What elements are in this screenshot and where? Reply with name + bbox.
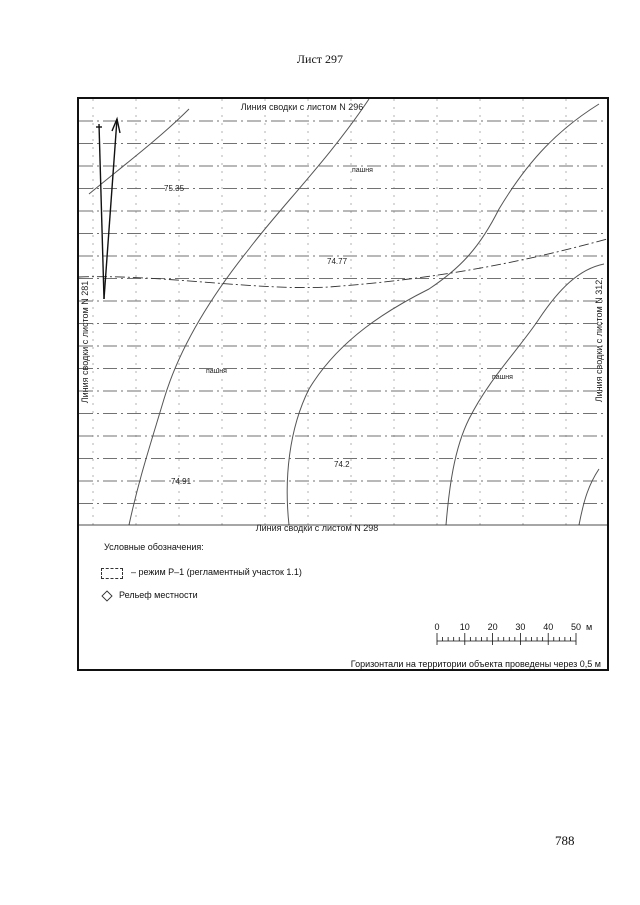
scale-tick-label: 10 (459, 622, 470, 632)
landuse-label: пашня (206, 368, 227, 375)
scale-tick-label: 20 (487, 622, 498, 632)
landuse-label: пашня (352, 167, 373, 174)
legend-contour-icon (101, 590, 113, 602)
elevation-label: 75.35 (164, 184, 185, 193)
map-canvas (79, 99, 607, 669)
left-join-label: Линия сводки с листом N 281 (80, 280, 90, 404)
elevation-label: 74.91 (171, 477, 192, 486)
contour-line (129, 99, 369, 525)
scale-tick-label: 30 (515, 622, 526, 632)
contour-line (89, 109, 189, 194)
landuse-label: пашня (492, 374, 513, 381)
map-frame (77, 97, 609, 671)
scale-tick-label: 40 (543, 622, 554, 632)
contour-line (579, 469, 599, 525)
scale-tick-label: 50 (570, 622, 582, 632)
elevation-label: 74.2 (334, 460, 350, 469)
scale-bar (434, 622, 592, 645)
grid-lines (79, 121, 607, 504)
scale-unit: м (586, 622, 593, 632)
legend-dashed-rectangle-icon (101, 568, 123, 579)
legend-title: Условные обозначения: (104, 542, 204, 552)
legend-item-relief: Рельеф местности (119, 590, 198, 600)
page-number: 788 (555, 833, 575, 848)
grid-vertical-lines (93, 99, 566, 525)
elevation-label: 74.77 (327, 257, 348, 266)
scale-caption: Горизонтали на территории объекта проведены через 0,5 м (350, 659, 601, 669)
scale-tick-label: 0 (434, 622, 440, 632)
north-arrow-icon (96, 119, 120, 299)
sheet-title: Лист 297 (296, 52, 344, 66)
legend-item-regime: – режим Р–1 (регламентный участок 1.1) (131, 567, 302, 577)
top-join-label: Линия сводки с листом N 296 (240, 102, 364, 112)
bottom-join-label: Линия сводки с листом N 298 (255, 523, 379, 533)
right-join-label: Линия сводки с листом N 312 (594, 279, 604, 403)
contour-line (446, 264, 604, 525)
